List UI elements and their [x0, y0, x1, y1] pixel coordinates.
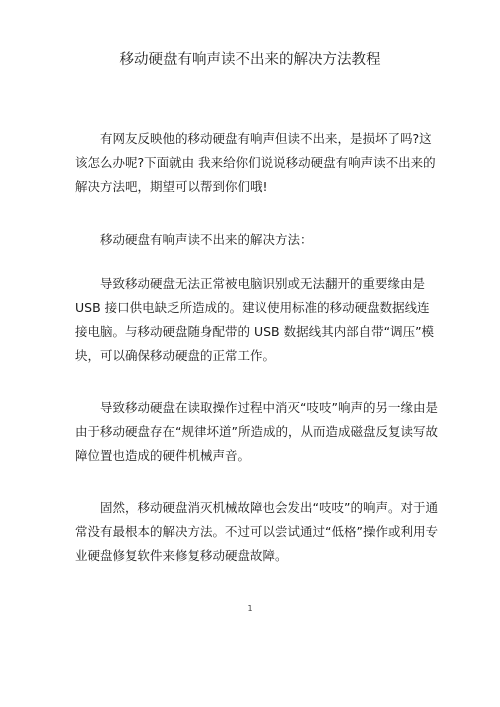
paragraph-mechanical-fault: 固然，移动硬盘消灭机械故障也会发出“吱吱”的响声。对于通常没有最根本的解决方法。不过可以尝试通过“低格”操作或利用专业硬盘修复软件来修复移动硬盘故障。 — [75, 500, 438, 563]
paragraph-usb-power: 导致移动硬盘无法正常被电脑识别或无法翻开的重要缘由是 USB 接口供电缺乏所造成的。建议使用标准的移动硬盘数据线连接电脑。与移动硬盘随身配带的 USB 数据线其内部自带“调压”模块，可以确保移动硬盘的正常工作。 — [75, 276, 435, 363]
paragraph-intro: 有网友反映他的移动硬盘有响声但读不出来，是损坏了吗?这该怎么办呢?下面就由 我来给你们说说移动硬盘有响声读不出来的解决方法吧，期望可以帮到你们哦! — [75, 131, 436, 194]
paragraph-logical-bad-sectors: 导致移动硬盘在读取操作过程中消灭“吱吱”响声的另一缘由是由于移动硬盘存在“规律坏道”所造成的，从而造成磁盘反复读写故障位置也造成的硬件机械声音。 — [75, 400, 438, 463]
page-number: 1 — [247, 604, 253, 613]
document-title: 移动硬盘有响声读不出来的解决方法教程 — [119, 52, 381, 68]
paragraph-method-heading: 移动硬盘有响声读不出来的解决方法： — [100, 232, 313, 247]
